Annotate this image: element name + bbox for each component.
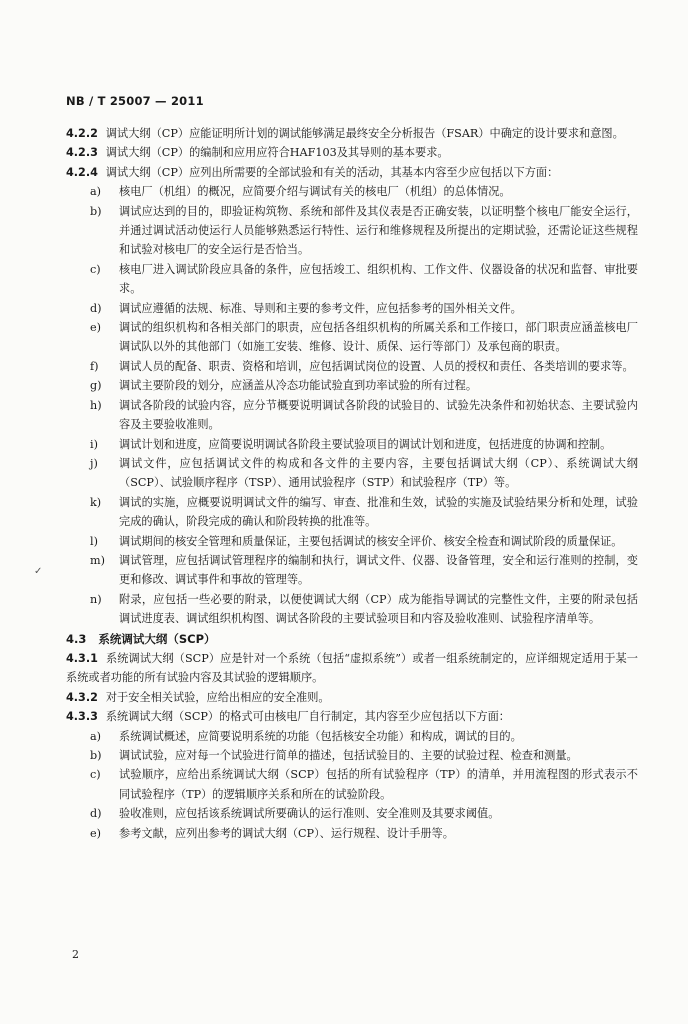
clause-number: 4.3.2 [66,690,98,704]
page-body [66,124,638,843]
list-label: a) [90,185,102,199]
list-item [66,727,638,746]
list-text: 系统调试概述，应简要说明系统的功能（包括核安全功能）和构成，调试的目的。 [119,729,522,743]
clause-number: 4.3.1 [66,651,98,665]
list-item [66,318,638,357]
clause-4-3-1 [66,649,638,688]
list-label: j) [90,456,98,470]
list-label: a) [90,729,102,743]
list-label: h) [90,398,102,412]
clause-text: 调试大纲（CP）的编制和应用应符合HAF103及其导则的基本要求。 [105,146,449,160]
list-label: m) [90,553,105,567]
list-label: i) [90,437,98,451]
list-text: 调试应达到的目的，即验证构筑物、系统和部件及其仪表是否正确安装，以证明整个核电厂能安全运行，并通过调试活动使运行人员能够熟悉运行特性、运行和维修规程及所提出的定期试验，还需论证这些规程和试验对核电厂的安全运行是否恰当。 [119,204,638,257]
section-heading [66,630,638,649]
list-text: 附录，应包括一些必要的附录，以便使调试大纲（CP）成为能指导调试的完整性文件，主要的附录包括调试进度表、调试组织机构图、调试各阶段的主要试验项目和内容及验收准则、试验程序清单等。 [119,592,638,626]
list-text: 核电厂（机组）的概况，应简要介绍与调试有关的核电厂（机组）的总体情况。 [119,185,511,199]
list-item [66,182,638,201]
list-text: 调试管理，应包括调试管理程序的编制和执行，调试文件、仪器、设备管理，安全和运行准则的控制，变更和修改、调试事件和事故的管理等。 [119,553,638,587]
margin-check-mark: ✓ [34,566,43,577]
clause-number: 4.2.4 [66,165,98,179]
list-item [66,804,638,823]
list-item [66,493,638,532]
list-text: 调试的组织机构和各相关部门的职责，应包括各组织机构的所属关系和工作接口，部门职责应涵盖核电厂调试队以外的其他部门（如施工安装、维修、设计、质保、运行等部门）及承包商的职责。 [119,321,638,354]
list-label: l) [90,534,98,548]
list-text: 调试期间的核安全管理和质量保证，主要包括调试的核安全评价、核安全检查和调试阶段的质量保证。 [119,534,623,548]
list-item [66,590,638,629]
clause-4-2-4 [66,163,638,182]
list-item [66,357,638,376]
list-label: e) [90,826,101,840]
list-label: d) [90,807,102,821]
list-text: 验收准则，应包括该系统调试所要确认的运行准则、安全准则及其要求阈值。 [119,807,500,821]
clause-4-3-3 [66,707,638,726]
list-label: f) [90,359,99,373]
list-label: e) [90,321,101,335]
list-text: 调试应遵循的法规、标准、导则和主要的参考文件，应包括参考的国外相关文件。 [119,301,522,315]
list-label: g) [90,379,102,393]
clause-4-3-2 [66,688,638,707]
list-text: 调试计划和进度，应简要说明调试各阶段主要试验项目的调试计划和进度，包括进度的协调和控制。 [119,437,612,451]
list-text: 调试的实施，应概要说明调试文件的编写、审查、批准和生效，试验的实施及试验结果分析和处理，试验完成的确认，阶段完成的确认和阶段转换的批准等。 [119,495,638,529]
list-text: 试验顺序，应给出系统调试大纲（SCP）包括的所有试验程序（TP）的清单，并用流程图的形式表示不同试验程序（TP）的逻辑顺序关系和所在的试验阶段。 [119,768,638,801]
list-text: 参考文献，应列出参考的调试大纲（CP）、运行规程、设计手册等。 [119,826,454,840]
list-item [66,376,638,395]
list-item [66,299,638,318]
list-item [66,260,638,299]
page-number: 2 [72,948,79,961]
list-item [66,746,638,765]
section-title: 系统调试大纲（SCP） [98,631,216,646]
standard-code-header: NB / T 25007 — 2011 [66,94,204,108]
list-item [66,824,638,843]
section-number: 4.3 [66,631,87,646]
list-text: 调试各阶段的试验内容，应分节概要说明调试各阶段的试验目的、试验先决条件和初始状态、主要试验内容及主要验收准则。 [119,398,638,432]
clause-text: 系统调试大纲（SCP）的格式可由核电厂自行制定，其内容至少应包括以下方面： [105,710,510,724]
list-item [66,532,638,551]
list-item [66,765,638,804]
clause-4-2-2 [66,124,638,143]
list-item [66,551,638,590]
list-item [66,396,638,435]
clause-4-2-3 [66,143,638,162]
list-text: 调试人员的配备、职责、资格和培训，应包括调试岗位的设置、人员的授权和责任、各类培训的要求等。 [119,359,634,373]
clause-text: 对于安全相关试验，应给出相应的安全准则。 [105,690,330,704]
list-text: 核电厂进入调试阶段应具备的条件，应包括竣工、组织机构、工作文件、仪器设备的状况和监督、审批要求。 [119,262,638,296]
list-text: 调试文件，应包括调试文件的构成和各文件的主要内容，主要包括调试大纲（CP）、系统调试大纲（SCP）、试验顺序程序（TSP）、通用试验程序（STP）和试验程序（TP）等。 [119,456,638,490]
list-item [66,454,638,493]
list-label: c) [90,768,101,782]
clause-number: 4.2.2 [66,127,98,140]
clause-text: 调试大纲（CP）应能证明所计划的调试能够满足最终安全分析报告（FSAR）中确定的设计要求和意图。 [105,127,624,140]
clause-text: 调试大纲（CP）应列出所需要的全部试验和有关的活动，其基本内容至少应包括以下方面： [105,165,559,179]
clause-number: 4.3.3 [66,710,98,724]
list-label: b) [90,749,102,762]
clause-text: 系统调试大纲（SCP）应是针对一个系统（包括“虚拟系统”）或者一组系统制定的，应详细规定适用于某一系统或者功能的所有试验内容及其试验的逻辑顺序。 [66,651,638,685]
list-label: k) [90,495,102,509]
list-label: d) [90,301,102,315]
list-label: n) [90,592,102,606]
list-item [66,202,638,260]
list-label: b) [90,204,102,218]
list-label: c) [90,262,101,276]
list-text: 调试试验，应对每一个试验进行简单的描述，包括试验目的、主要的试验过程、检查和测量。 [119,749,578,762]
list-item [66,435,638,454]
clause-number: 4.2.3 [66,146,98,160]
list-text: 调试主要阶段的划分，应涵盖从冷态功能试验直到功率试验的所有过程。 [119,379,478,393]
